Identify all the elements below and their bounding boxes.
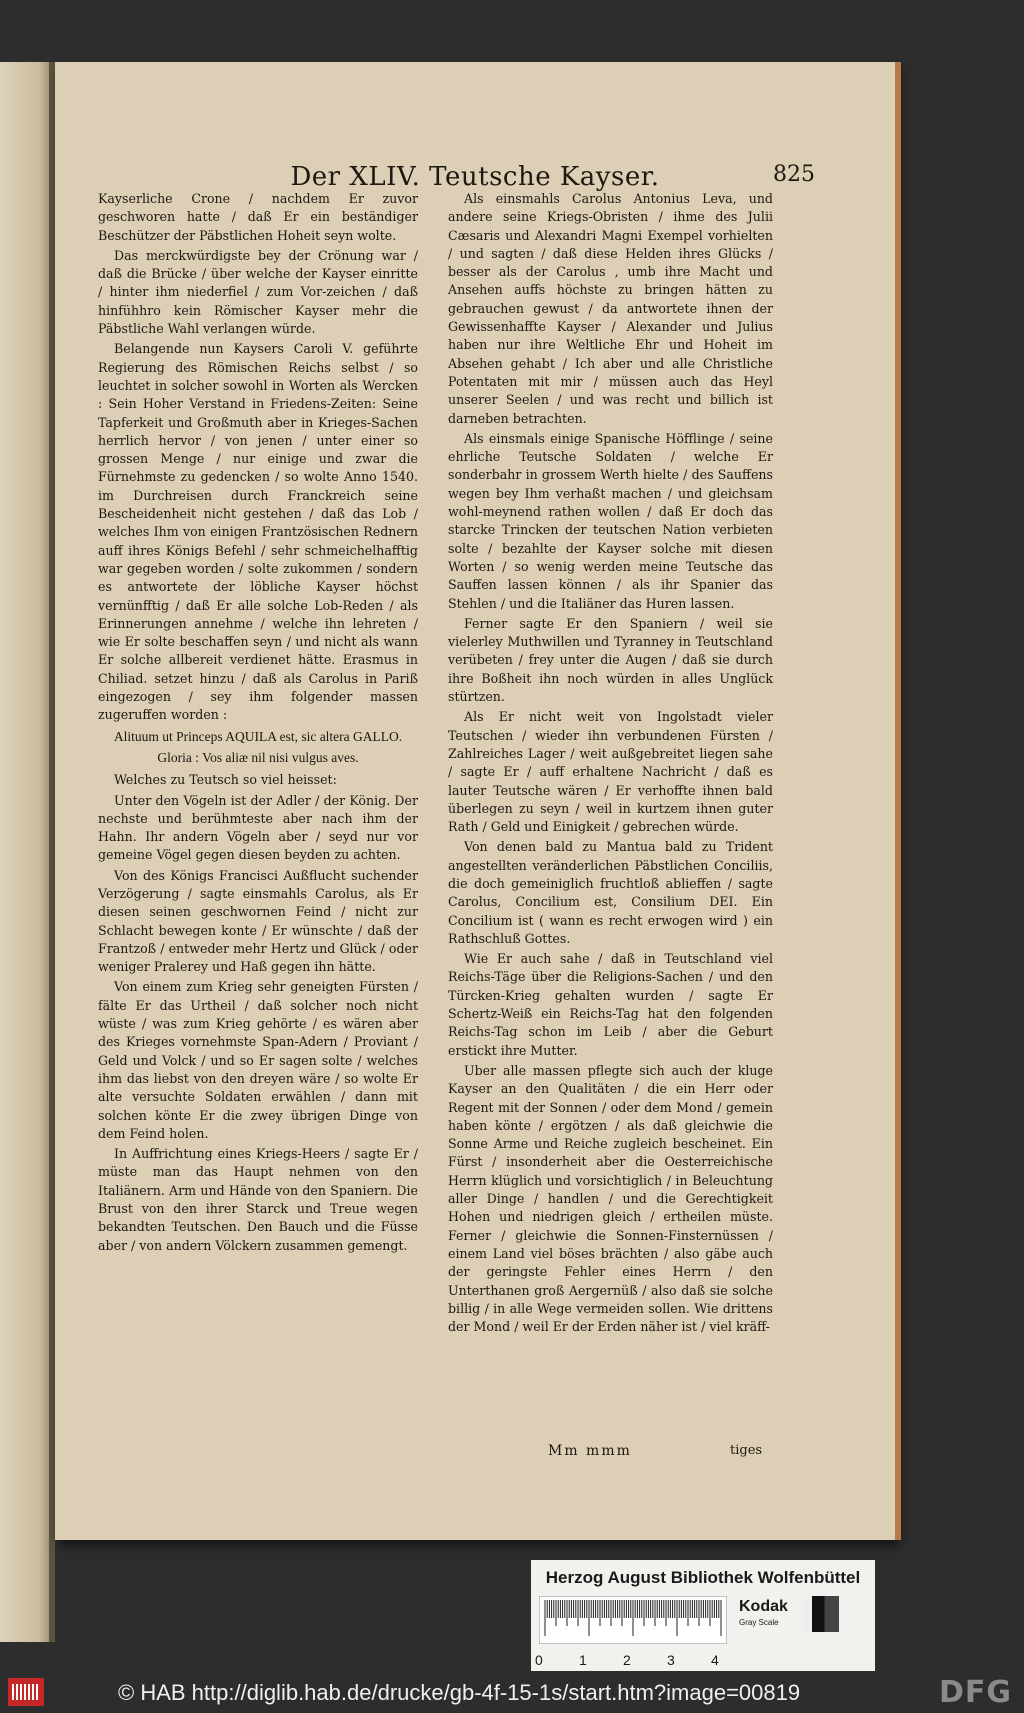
library-name: Herzog August Bibliothek Wolfenbüttel <box>545 1568 861 1587</box>
facing-page-edge <box>0 62 55 1642</box>
ruler-scale <box>539 1596 727 1644</box>
hab-logo-icon <box>8 1678 44 1706</box>
document-page <box>55 62 895 1540</box>
paragraph: Ferner sagte Er den Spaniern / weil sie vielerley Muthwillen und Tyranney in Teutschland verübeten / frey unter die Augen / daß sie durch ihre Boßheit ihn noch würden in alles Unglück stürtzen. <box>448 615 773 705</box>
paragraph: Von denen bald zu Mantua bald zu Trident angestellten veränderlichen Päbstlichen Conciliis, die doch gemeiniglich fruchtloß ablieffen / sagte Carolus, Concilium est, Consilium DEI. Ein Concilium ist ( wann es recht erwogen wird ) ein Rathschluß Gottes. <box>448 839 773 946</box>
catchword: tiges <box>730 1443 763 1458</box>
signature-mark: Mm mmm <box>548 1443 632 1459</box>
ruler-label: 3 <box>667 1652 675 1668</box>
paragraph: Belangende nun Kaysers Caroli V. geführte Regierung des Römischen Reichs selbst / so leuchtet in solcher sowohl in Worten als Wercken : Sein Hoher Verstand in Friedens-Zeiten: Seine Tapferkeit und Großmuth aber in Krieges-Sachen herrlich hervor / von jenen / unter einer so grossen Menge / nur einige und zwar die Fürnehmste zu gedencken / so wolte Anno 1540. im Durchreisen durch Franckreich seine Bescheidenheit nicht gestehen / daß das Lob / welches Ihm von einigen Frantzösischen Rednern auff ihres Königs Befehl / sehr schmeichelhafftig war gegeben worden / solte zukommen / sondern es antwortete der löbliche Kayser höchst vernünfftig / daß Er alle solche Lob-Reden / als Erinnerungen annehme / welche ihn lehreten / wie Er solte beschaffen seyn / und nicht als wann Er solche allbereit verdienet hätte. Erasmus in Chiliad. setzet hinzu / daß als Carolus in Pariß eingezogen / sey ihm folgender massen zugeruffen worden : <box>98 341 418 723</box>
gray-scale-caption: Gray Scale <box>739 1618 779 1627</box>
source-link[interactable]: © HAB http://diglib.hab.de/drucke/gb-4f-15-1s/start.htm?image=00819 <box>118 1680 801 1705</box>
gray-patch <box>803 1596 839 1632</box>
kodak-brand: Kodak <box>739 1598 788 1615</box>
viewer-footer <box>0 1671 1024 1713</box>
paragraph: Uber alle massen pflegte sich auch der kluge Kayser an den Qualitäten / die ein Herr oder Regent mit der Sonnen / oder dem Mond / gemein haben könte / ergötzen / als daß gleichwie die Sonne Arme und Reiche zugleich bescheinet. Ein Fürst / insonderheit aber die Oesterreichische Herrn klüglich und vorsichtiglich / in Beleuchtung aller Dinge / handlen / und die Gerechtigkeit Hohen und niedrigen gleich / ertheilen müste. Ferner / gleichwie die Sonnen-Finsternüssen / einem Land viel böses brächten / also gäbe auch der geringste Fehler eines Herrn / den Unterthanen groß Aergernüß / also daß sie solche billig / in alle Wege vermeiden sollen. Wie drittens der Mond / weil Er der Erden näher ist / viel kräff- <box>448 1062 773 1335</box>
paragraph: Alituum ut Princeps AQUILA est, sic altera GALLO. <box>113 728 403 744</box>
paragraph: Von des Königs Francisci Außflucht suchender Verzögerung / sagte einsmahls Carolus, als Er diesen seinen geschwornen Feind / nicht zur Schlacht bewegen konte / Er wünschte / daß der Frantzoß / entweder mehr Hertz und Glück / oder weniger Pralerey und Haß gegen ihn hätte. <box>98 867 418 975</box>
ruler-label: 4 <box>711 1652 719 1668</box>
ruler-label: 1 <box>579 1652 587 1668</box>
running-title: Der XLIV. Teutsche Kayser. <box>290 162 660 192</box>
ruler-label: 2 <box>623 1652 631 1668</box>
dfg-logo: DFG <box>938 1675 1012 1710</box>
paragraph: Wie Er auch sahe / daß in Teutschland viel Reichs-Täge über die Religions-Sachen / und den Türcken-Krieg gehalten wurden / sagte Er Schertz-Weiß ein Reichs-Tag hat den folgenden Reichs-Tag schon im Leib / aber die Geburt erstickt ihre Mutter. <box>448 951 773 1058</box>
page-edge <box>895 62 901 1540</box>
paragraph: Als einsmals einige Spanische Höfflinge / seine ehrliche Teutsche Soldaten / welche Er sonderbahr in grossem Werth hielte / des Sauffens wegen bey Ihm verhaßt machen / und gleichsam wohl-meynend rathen wollen / daß Er doch das starcke Trincken der teutschen Nation verbieten solte / bezahlte der Kayser solche mit diesen Worten / so wenig werden meine Teutsche das Sauffen lassen können / als ihr Spanier das Stehlen / und die Italiäner das Huren lassen. <box>448 430 773 611</box>
paragraph: Gloria : Vos aliæ nil nisi vulgus aves. <box>157 749 359 765</box>
paragraph: Als einsmahls Carolus Antonius Leva, und andere seine Kriegs-Obristen / ihme des Julii Cæsaris und Alexandri Magni Exempel vorhielten / und sagten / daß diese Helden ihres Glücks / besser als der Carolus , umb ihre Macht und Ansehen auffs höchste zu bringen hätten zu gebrauchen gewust / da antwortete ihnen der Gewissenhaffte Kayser / Alexander und Julius haben nur ihre Weltliche Ehr und Hoheit im Absehen gehabt / Ich aber und alle Christliche Potentaten mit mir / müssen auch das Heyl unserer Seelen / und was recht und billich ist darneben betrachten. <box>448 191 773 426</box>
page-number: 825 <box>773 162 815 187</box>
left-text-column <box>98 190 418 1257</box>
paragraph: Unter den Vögeln ist der Adler / der König. Der nechste und berühmteste aber nach ihm der Hahn. Ihr andern Vögeln aber / seyd nur vor gemeine Vögel gegen diesen beyden zu achten. <box>98 792 418 863</box>
paragraph: Kayserliche Crone / nachdem Er zuvor geschworen hatte / daß Er ein beständiger Beschützer der Päbstlichen Hoheit seyn wolte. <box>98 191 418 243</box>
paragraph: In Auffrichtung eines Kriegs-Heers / sagte Er / müste man das Haupt nehmen von den Italiänern. Arm und Hände von den Spaniern. Die Brust von den ihrer Starck und Treue wegen bekandten Teutschen. Den Bauch und die Füsse aber / von andern Völckern zusammen gemengt. <box>98 1146 418 1253</box>
paragraph: Als Er nicht weit von Ingolstadt vieler Teutschen / wieder ihn verbundenen Fürsten / Zahlreiches Lager / weit außgebreitet liegen sahe / sagte Er / auff erhaltene Nachricht / daß es lauter Teutsche wären / Er verhoffte ihnen bald überlegen zu seyn / weil in kurtzem ihnen guter Rath / Geld und Einigkeit / gebrechen würde. <box>448 709 773 835</box>
paragraph: Das merckwürdigste bey der Crönung war / daß die Brücke / über welche der Kayser einritte / hinter ihm niederfiel / zum Vor-zeichen / daß hinfühhro kein Römischer Kayser mehr die Päbstliche Wahl verlangen würde. <box>98 247 418 337</box>
ruler-label: 0 <box>535 1652 543 1668</box>
paragraph: Von einem zum Krieg sehr geneigten Fürsten / fälte Er das Urtheil / daß solcher noch nicht wüste / was zum Krieg gehörte / es wären aber des Krieges vornehmste Span-Adern / Proviant / Geld und Volck / und so Er sagen solte / welches ihm das liebst von den dreyen wäre / so wolte Er alte versuchte Soldaten erwählen / dann mit solchen könte Er die zwey übrigen Dinge von dem Feind holen. <box>98 979 418 1141</box>
library-color-card <box>531 1560 875 1680</box>
right-text-column <box>448 190 773 1338</box>
paragraph: Welches zu Teutsch so viel heisset: <box>114 772 337 788</box>
